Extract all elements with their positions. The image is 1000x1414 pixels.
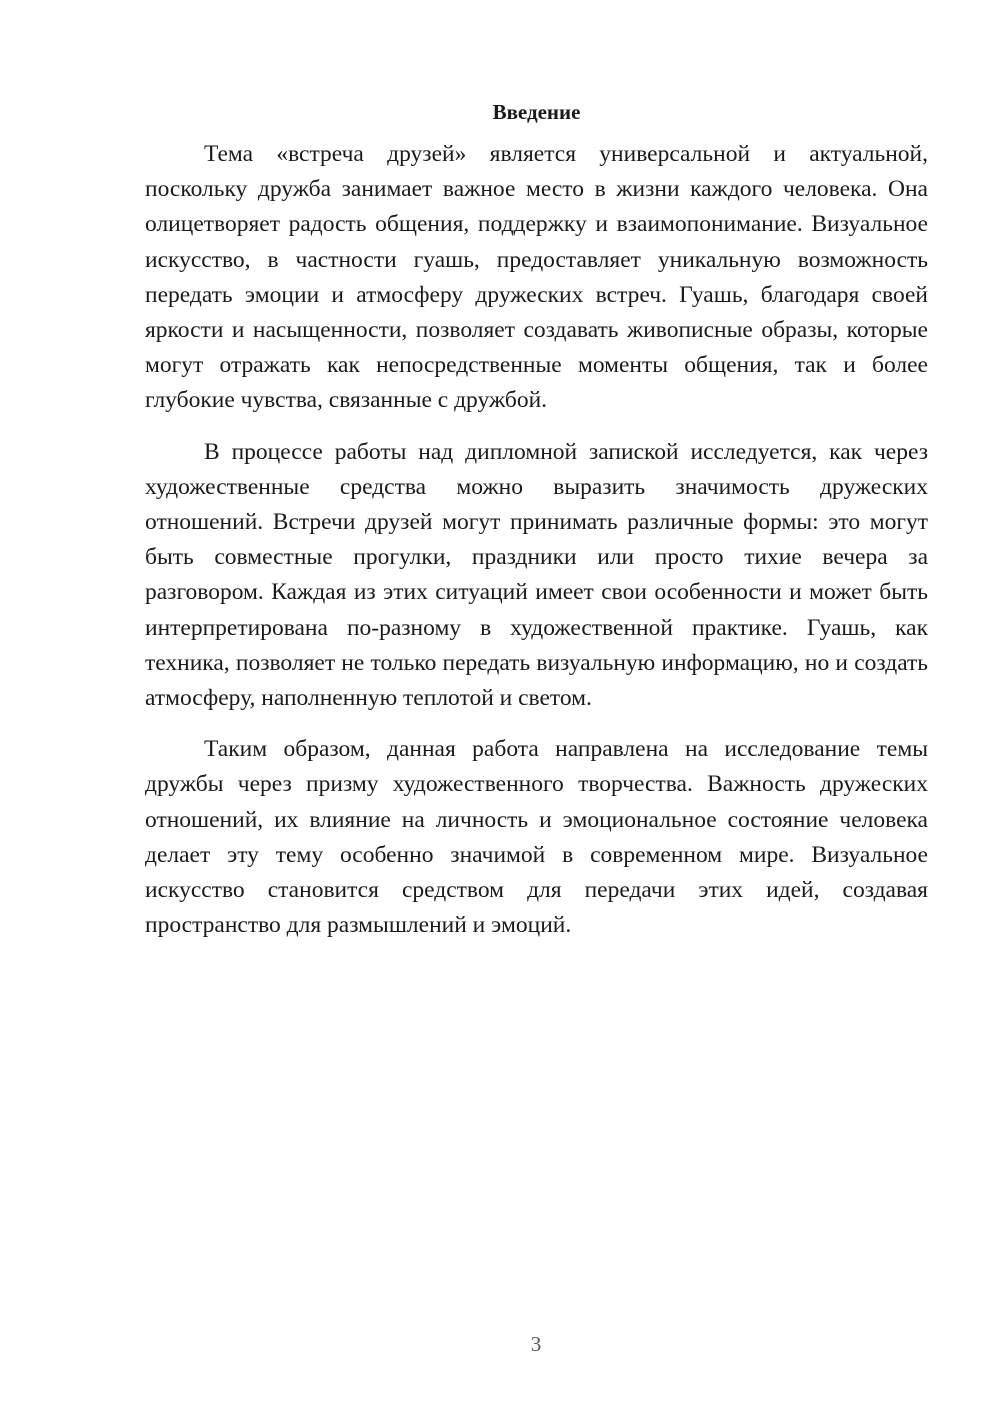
paragraph-3: Таким образом, данная работа направлена на исследование темы дружбы через призму художественного творчества. Важность дружеских отношений, их влияние на личность и эмоциональное состояние человека делает эту тему особенно значимой в современном мире. Визуальное искусство становится средством для передачи этих идей, создавая пространство для размышлений и эмоций.	[145, 736, 928, 939]
paragraph-2: В процессе работы над дипломной запиской исследуется, как через художественные средства можно выразить значимость дружеских отношений. Встречи друзей могут принимать различные формы: это могут быть совместные прогулки, праздники или просто тихие вечера за разговором. Каждая из этих ситуаций имеет свои особенности и может быть интерпретирована по-разному в художественной практике. Гуашь, как техника, позволяет не только передать визуальную информацию, но и создать атмосферу, наполненную теплотой и светом.	[145, 438, 928, 712]
paragraph-1: Тема «встреча друзей» является универсальной и актуальной, поскольку дружба занимает важное место в жизни каждого человека. Она олицетворяет радость общения, поддержку и взаимопонимание. Визуальное искусство, в частности гуашь, предоставляет уникальную возможность передать эмоции и атмосферу дружеских встреч. Гуашь, благодаря своей яркости и насыщенности, позволяет создавать живописные образы, которые могут отражать как непосредственные моменты общения, так и более глубокие чувства, связанные с дружбой.	[145, 141, 928, 414]
page-number: 3	[530, 1332, 542, 1356]
page-content	[145, 97, 928, 943]
section-heading: Введение	[492, 100, 581, 124]
